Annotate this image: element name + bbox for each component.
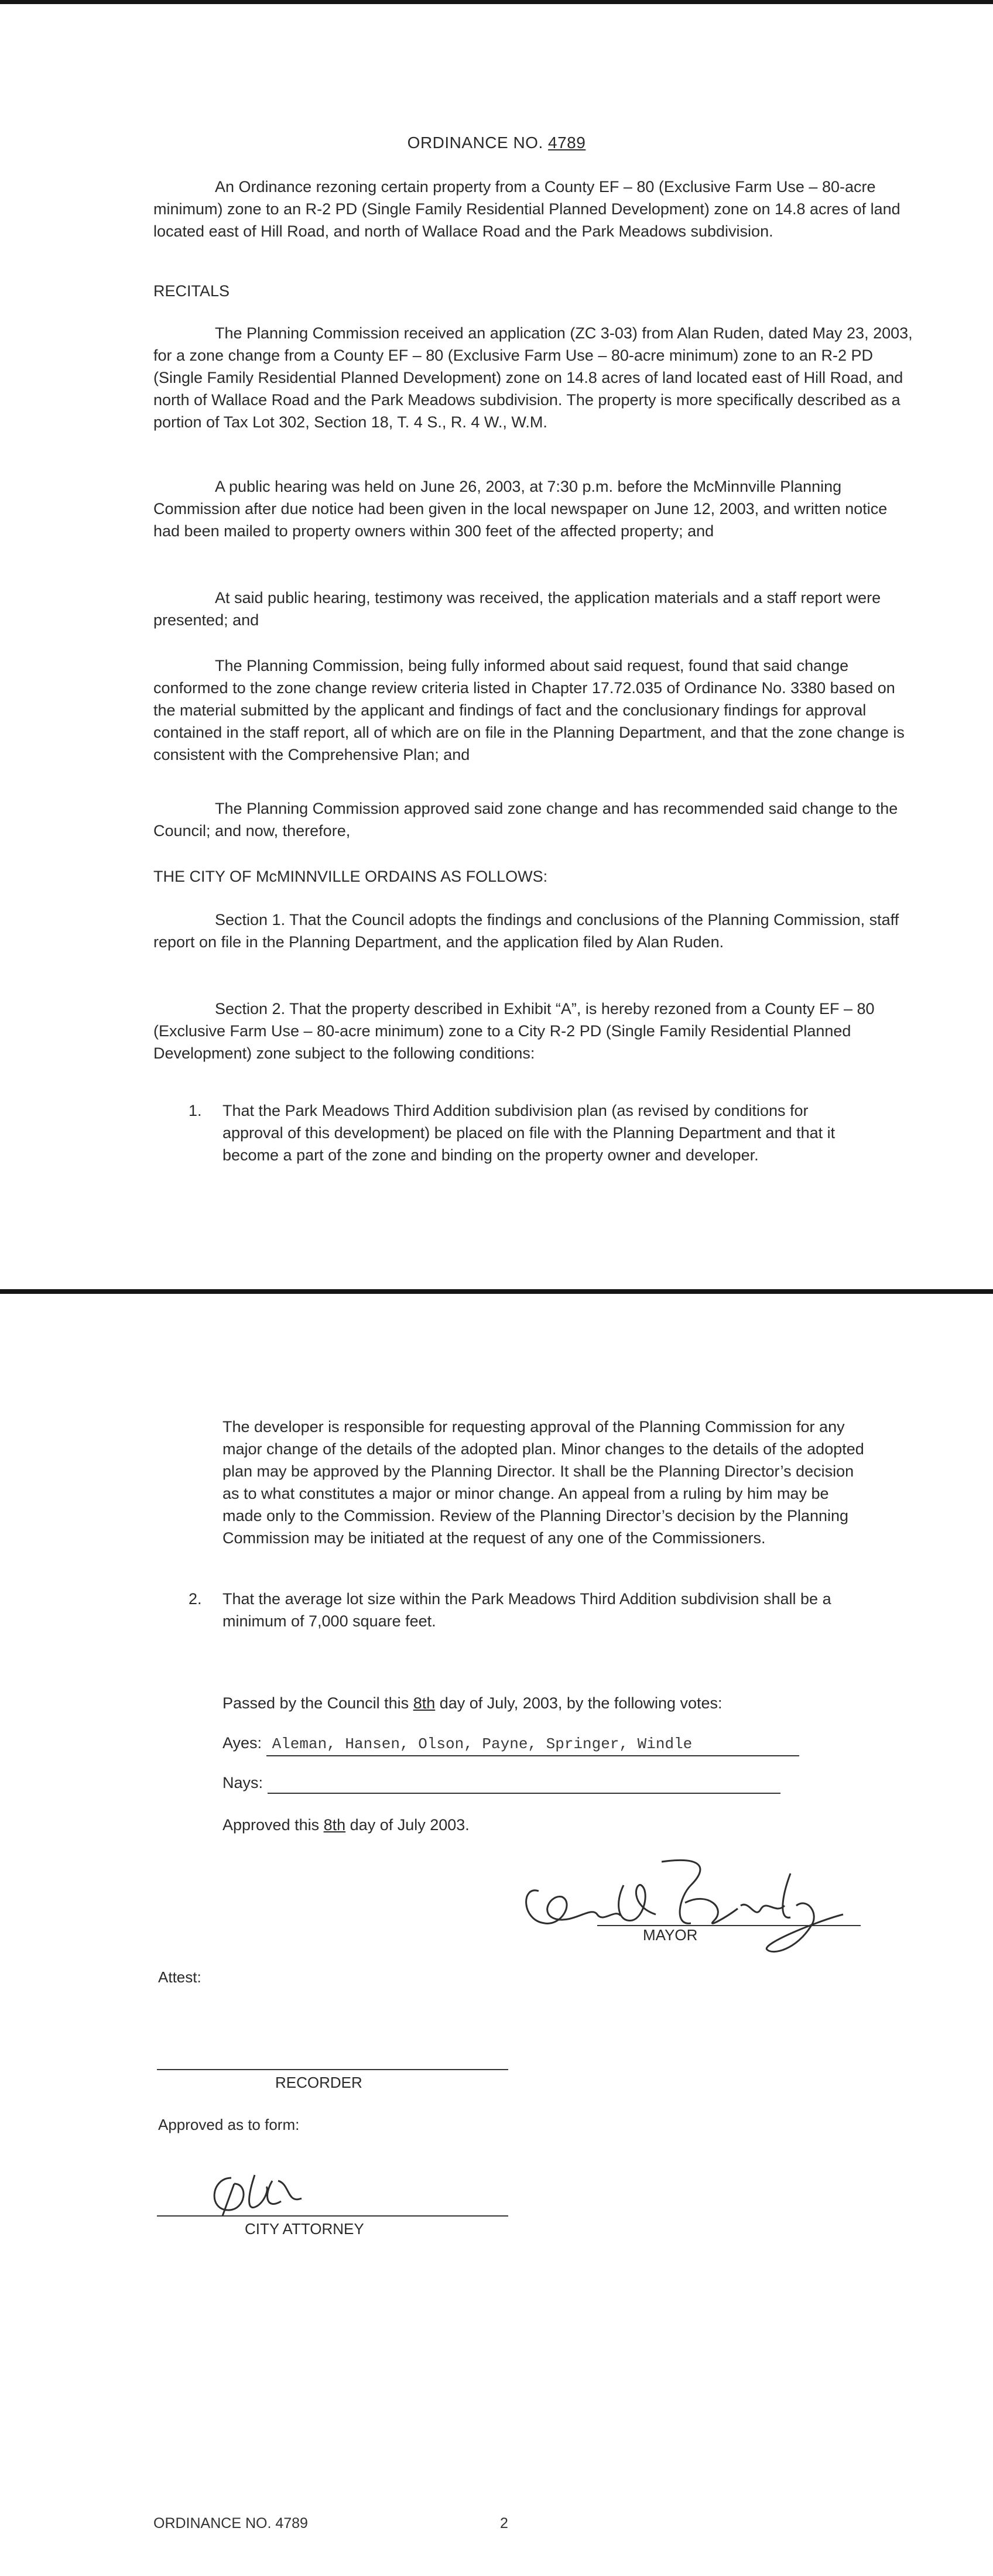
- condition-1: That the Park Meadows Third Addition subdivision plan (as revised by conditions for approval of this development) be placed on file with the Planning Department and that it become a part of the zone and binding on the property owner and developer.: [222, 1102, 836, 1164]
- passed-line: Passed by the Council this 8th day of July, 2003, by the following votes:: [222, 1694, 723, 1712]
- title-prefix: ORDINANCE NO.: [407, 133, 549, 152]
- footer-page-number: 2: [500, 2515, 508, 2532]
- ayes-line: [222, 1732, 872, 1756]
- approved-as-to-form-label: Approved as to form:: [158, 2116, 300, 2133]
- recital-1: The Planning Commission received an application (ZC 3-03) from Alan Ruden, dated May 23, 2003, for a zone change from a County EF – 80 (Exclusive Farm Use – 80-acre minimum) zone to an R-2 PD (Single Family Residential Planned Development) zone on 14.8 acres of land located east of Hill Road, and north of Wallace Road and the Park Meadows subdivision. The property is more specifically described as a portion of Tax Lot 302, Section 18, T. 4 S., R. 4 W., W.M.: [153, 324, 913, 431]
- recital-5: The Planning Commission approved said zone change and has recommended said change to the Council; and now, therefore,: [153, 800, 898, 840]
- condition-2: That the average lot size within the Park Meadows Third Addition subdivision shall be a minimum of 7,000 square feet.: [222, 1590, 831, 1630]
- recital-4: The Planning Commission, being fully informed about said request, found that said change conformed to the zone change review criteria listed in Chapter 17.72.035 of Ordinance No. 3380 based on the material submitted by the applicant and findings of fact and the conclusionary findings for approval contained in the staff report, all of which are on file in the Planning Department, and that the zone change is consistent with the Comprehensive Plan; and: [153, 657, 905, 763]
- condition-2-number: 2.: [189, 1590, 202, 1608]
- section-1: Section 1. That the Council adopts the findings and conclusions of the Planning Commission, staff report on file in the Planning Department, and the application filed by Alan Ruden.: [153, 911, 899, 951]
- recital-2: A public hearing was held on June 26, 2003, at 7:30 p.m. before the McMinnville Planning Commission after due notice had been given in the local newspaper on June 12, 2003, and written notice had been mailed to property owners within 300 feet of the affected property; and: [153, 478, 888, 540]
- title-number: 4789: [548, 133, 586, 152]
- recitals-heading: RECITALS: [153, 282, 230, 300]
- ordains-heading: THE CITY OF McMINNVILLE ORDAINS AS FOLLOWS:: [153, 868, 548, 885]
- ayes-label: Ayes:: [222, 1734, 262, 1752]
- city-attorney-label: CITY ATTORNEY: [245, 2220, 364, 2238]
- footer-ordinance-number: ORDINANCE NO. 4789: [153, 2515, 308, 2532]
- section-2: Section 2. That the property described in Exhibit “A”, is hereby rezoned from a County EF – 80 (Exclusive Farm Use – 80-acre minimum) zone to a City R-2 PD (Single Family Residential Planned Development) zone subject to the following conditions:: [153, 1000, 875, 1062]
- page-top-rule: [0, 0, 993, 4]
- intro-paragraph: An Ordinance rezoning certain property from a County EF – 80 (Exclusive Farm Use – 80-acre minimum) zone to an R-2 PD (Single Family Residential Planned Development) zone on 14.8 acres of land located east of Hill Road, and north of Wallace Road and the Park Meadows subdivision.: [153, 178, 900, 240]
- condition-1-number: 1.: [189, 1102, 202, 1119]
- approved-day: 8th: [323, 1816, 346, 1834]
- mayor-signature-line: [597, 1925, 861, 1926]
- nays-line: [222, 1772, 872, 1794]
- attest-label: Attest:: [158, 1968, 201, 1986]
- page-separator-rule: [0, 1289, 993, 1294]
- approved-line: Approved this 8th day of July 2003.: [222, 1816, 470, 1834]
- ayes-value: Aleman, Hansen, Olson, Payne, Springer, Windle: [266, 1733, 799, 1756]
- mayor-label: MAYOR: [643, 1926, 698, 1944]
- mayor-signature: [515, 1850, 878, 1967]
- ordinance-title: [0, 133, 993, 152]
- recorder-signature-line: [157, 2069, 508, 2070]
- nays-label: Nays:: [222, 1774, 263, 1791]
- recital-3: At said public hearing, testimony was received, the application materials and a staff report were presented; and: [153, 589, 881, 629]
- city-attorney-signature-line: [157, 2215, 508, 2217]
- condition-1-continuation: The developer is responsible for requesting approval of the Planning Commission for any major change of the details of the adopted plan. Minor changes to the details of the adopted plan may be approved by the Planning Director. It shall be the Planning Director’s decision as to what constitutes a major or minor change. An appeal from a ruling by him may be made only to the Commission. Review of the Planning Director’s decision by the Planning Commission may be initiated at the request of any one of the Commissioners.: [222, 1418, 864, 1547]
- nays-value: [268, 1775, 780, 1794]
- recorder-label: RECORDER: [275, 2074, 362, 2091]
- passed-day: 8th: [413, 1694, 436, 1712]
